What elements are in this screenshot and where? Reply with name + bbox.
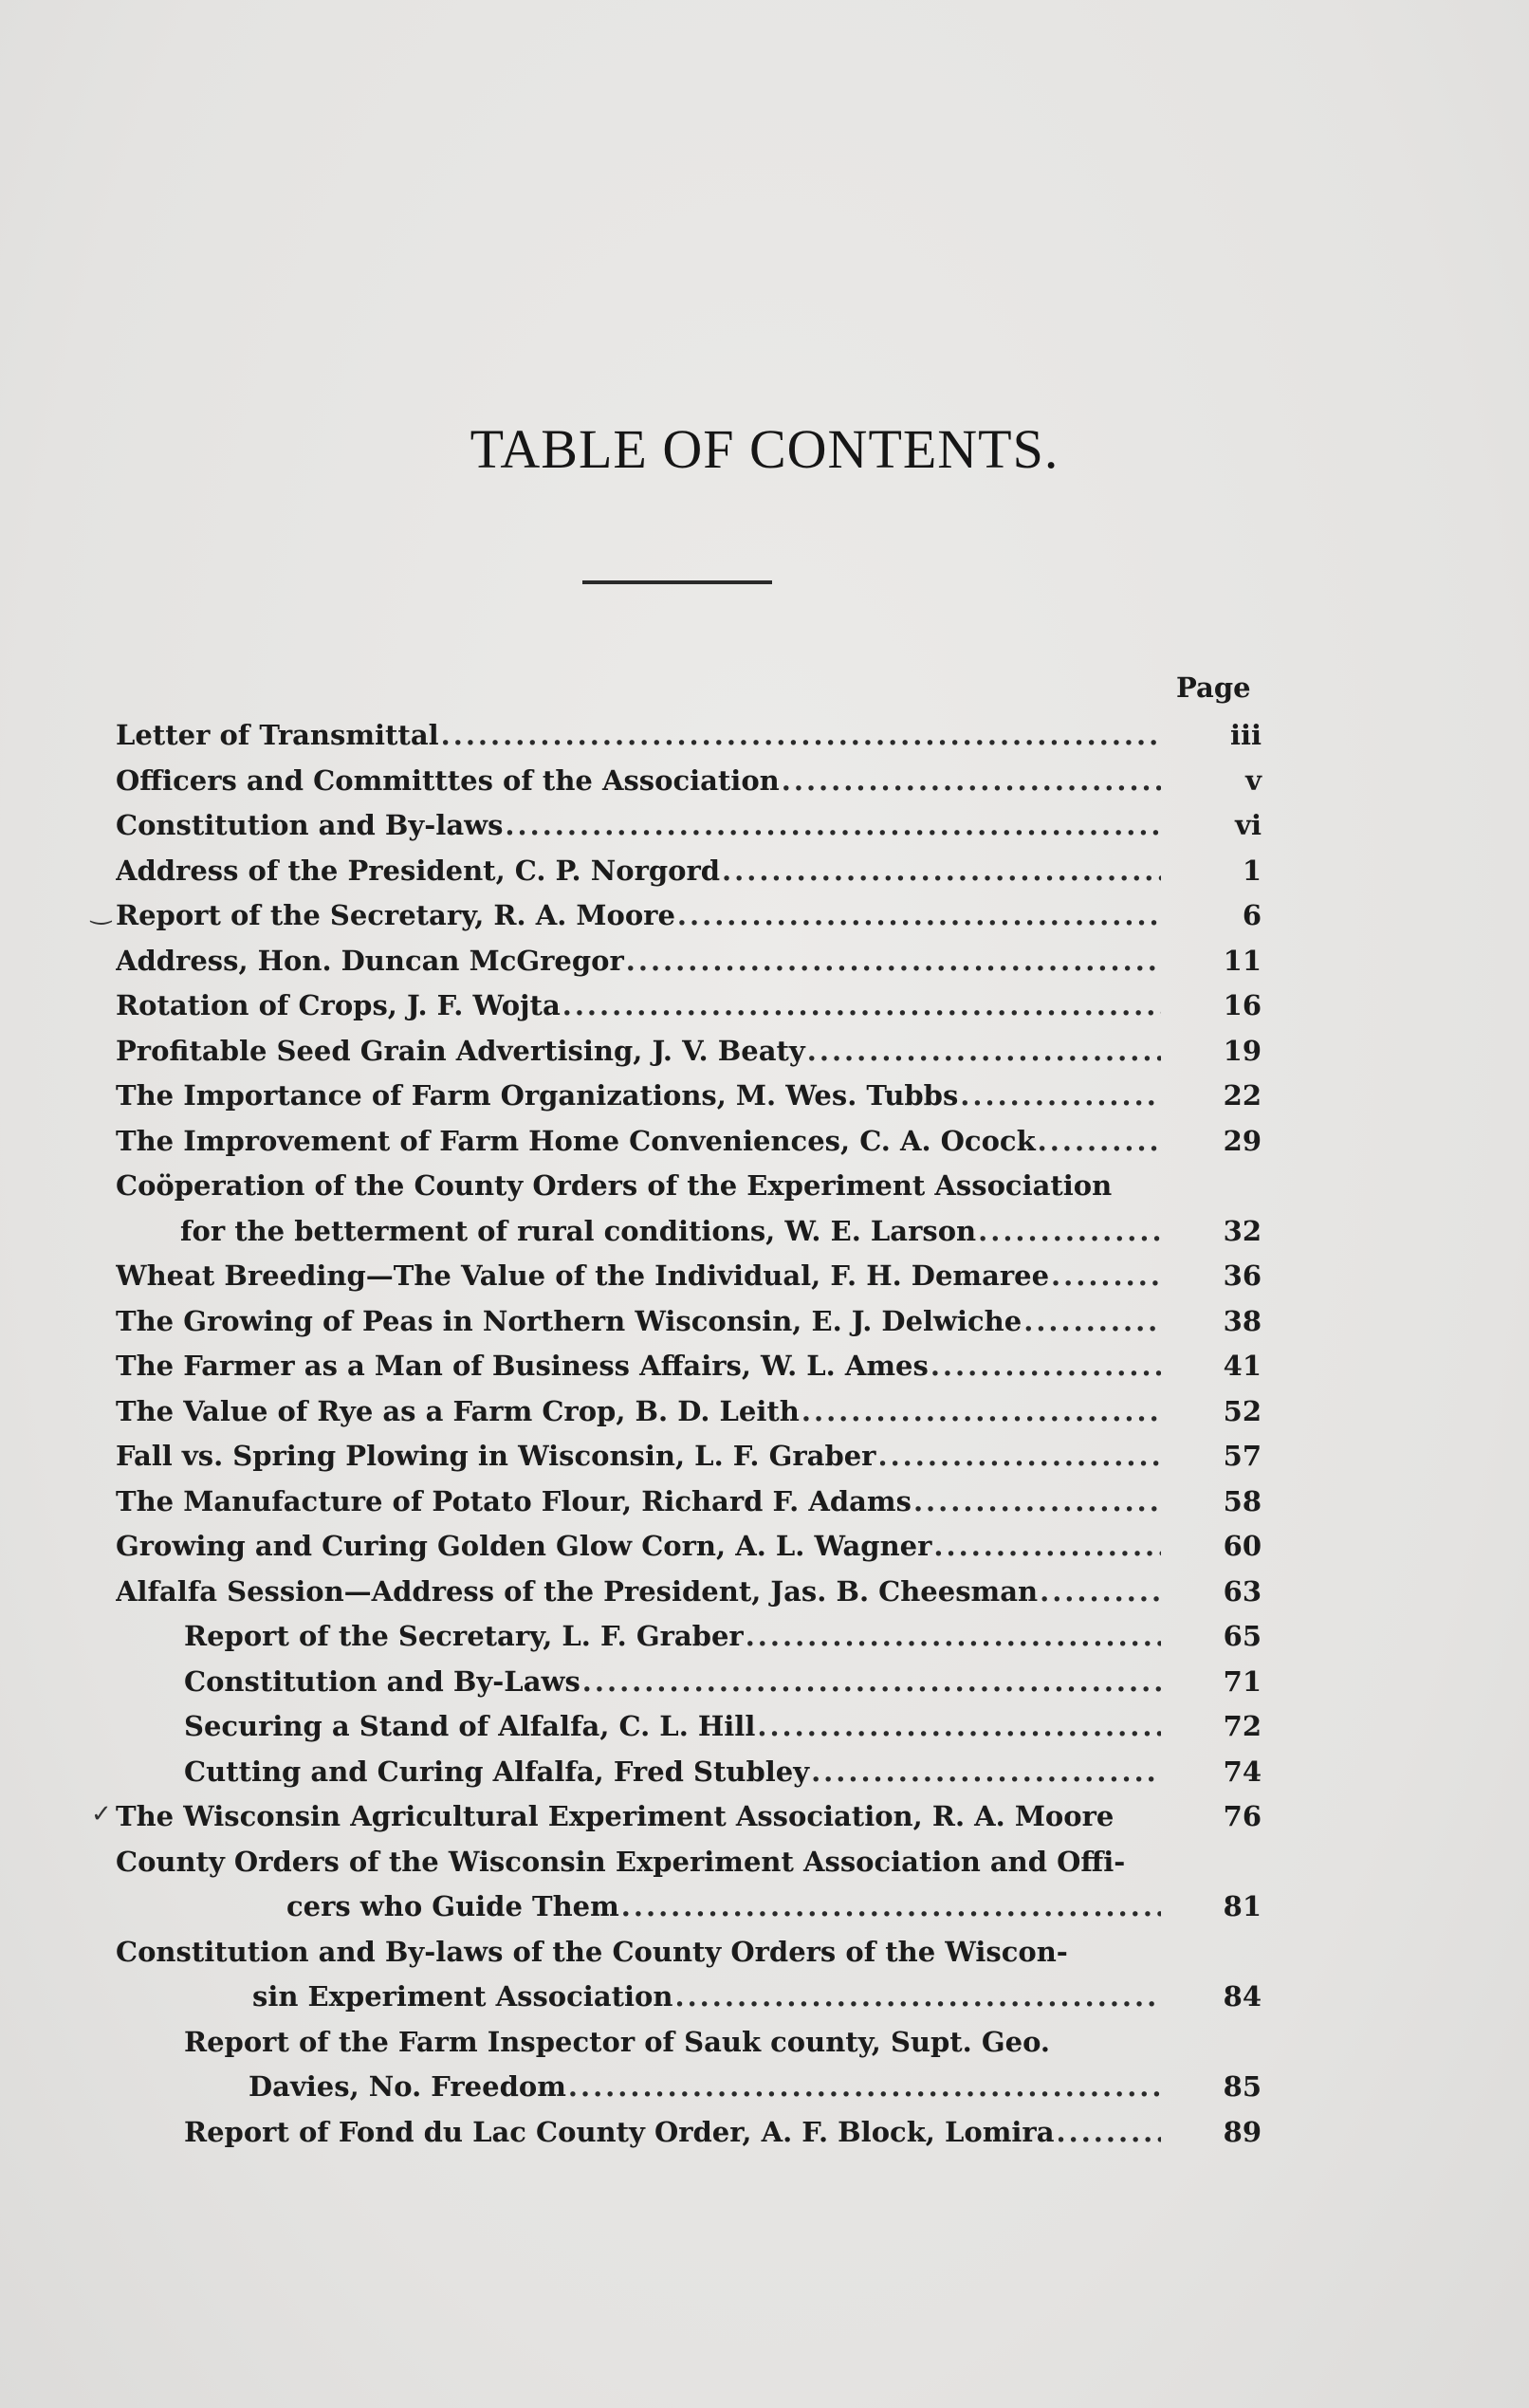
toc-entry-line2: for the betterment of rural conditions, W. E. Larson ..... (180, 1215, 1161, 1253)
toc-page: 72 (1223, 1710, 1262, 1742)
toc-entry-line2: Davies, No. Freedom ..... (249, 2070, 1161, 2108)
toc-page: 41 (1223, 1350, 1262, 1382)
toc-entry: The Value of Rye as a Farm Crop, B. D. Leith ..... (116, 1395, 1161, 1433)
toc-entry-line1: Report of the Farm Inspector of Sauk county, Supt. Geo. (184, 2026, 1051, 2058)
toc-page: 63 (1223, 1575, 1262, 1608)
toc-entry-line1: County Orders of the Wisconsin Experiment Association and Offi- (116, 1846, 1126, 1878)
page-column-header: Page (1176, 671, 1251, 704)
toc-page: 60 (1223, 1530, 1262, 1562)
toc-page: 74 (1223, 1755, 1262, 1788)
toc-entry: The Wisconsin Agricultural Experiment Association, R. A. Moore (116, 1800, 1115, 1832)
toc-entry: Growing and Curing Golden Glow Corn, A. L. Wagner ..... (116, 1530, 1161, 1568)
toc-entry: Address, Hon. Duncan McGregor ..... (116, 945, 1161, 983)
toc-page: 6 (1242, 899, 1262, 931)
toc-page: v (1245, 764, 1262, 797)
toc-page: iii (1229, 719, 1262, 751)
toc-entry: Address of the President, C. P. Norgord ..... (116, 855, 1161, 892)
toc-entry: The Improvement of Farm Home Conveniences, C. A. Ocock ..... (116, 1125, 1161, 1163)
toc-entry: Letter of Transmittal ..... (116, 719, 1161, 757)
toc-page: 76 (1223, 1800, 1262, 1832)
toc-entry: Rotation of Crops, J. F. Wojta ..... (116, 989, 1161, 1027)
toc-page: 81 (1223, 1890, 1262, 1922)
pencil-mark: ‿ (91, 897, 111, 926)
toc-page: vi (1235, 809, 1262, 841)
toc-entry: Wheat Breeding—The Value of the Individual, F. H. Demaree ..... (116, 1259, 1161, 1297)
toc-entry: Cutting and Curing Alfalfa, Fred Stubley ..... (184, 1755, 1161, 1793)
pencil-mark: ✓ (91, 1800, 112, 1829)
toc-entry: Securing a Stand of Alfalfa, C. L. Hill ..... (184, 1710, 1161, 1748)
toc-page: 65 (1223, 1620, 1262, 1652)
toc-entry: Report of Fond du Lac County Order, A. F. Block, Lomira ..... (184, 2116, 1161, 2154)
toc-page: 57 (1223, 1440, 1262, 1472)
toc-page: 84 (1223, 1980, 1262, 2013)
toc-entry: The Farmer as a Man of Business Affairs, W. L. Ames ..... (116, 1350, 1161, 1388)
toc-entry-line2: cers who Guide Them ..... (286, 1890, 1161, 1928)
toc-entry: The Manufacture of Potato Flour, Richard F. Adams ..... (116, 1485, 1161, 1523)
toc-page: 71 (1223, 1665, 1262, 1698)
toc-page: 29 (1223, 1125, 1262, 1157)
toc-page: 58 (1223, 1485, 1262, 1517)
toc-entry-line1: Coöperation of the County Orders of the Experiment Association (116, 1169, 1113, 1202)
toc-entry: Fall vs. Spring Plowing in Wisconsin, L. F. Graber ..... (116, 1440, 1161, 1478)
toc-page: 16 (1223, 989, 1262, 1021)
toc-entry: The Importance of Farm Organizations, M. Wes. Tubbs ..... (116, 1079, 1161, 1117)
toc-page: 32 (1223, 1215, 1262, 1247)
toc-page: 22 (1223, 1079, 1262, 1112)
toc-entry: Alfalfa Session—Address of the President, Jas. B. Cheesman ..... (116, 1575, 1161, 1613)
toc-page: 36 (1223, 1259, 1262, 1292)
toc-entry: Report of the Secretary, L. F. Graber ..... (184, 1620, 1161, 1658)
toc-page: 1 (1242, 855, 1262, 887)
toc-entry: Officers and Committtes of the Association ..... (116, 764, 1161, 802)
toc-page: 52 (1223, 1395, 1262, 1427)
toc-page: 11 (1223, 945, 1262, 977)
toc-entry: Constitution and By-laws ..... (116, 809, 1161, 847)
toc-entry: The Growing of Peas in Northern Wisconsin, E. J. Delwiche ..... (116, 1305, 1161, 1343)
toc-entry-line1: Constitution and By-laws of the County Orders of the Wiscon- (116, 1936, 1068, 1968)
toc-entry: Report of the Secretary, R. A. Moore ..... (116, 899, 1161, 937)
toc-entry: Profitable Seed Grain Advertising, J. V. Beaty ..... (116, 1035, 1161, 1073)
toc-page: 38 (1223, 1305, 1262, 1337)
toc-page: 85 (1223, 2070, 1262, 2103)
toc-page: 89 (1223, 2116, 1262, 2148)
toc-entry-line2: sin Experiment Association ..... (252, 1980, 1161, 2018)
page-title: TABLE OF CONTENTS. (470, 418, 1059, 480)
toc-page: 19 (1223, 1035, 1262, 1067)
toc-entry: Constitution and By-Laws ..... (184, 1665, 1161, 1703)
